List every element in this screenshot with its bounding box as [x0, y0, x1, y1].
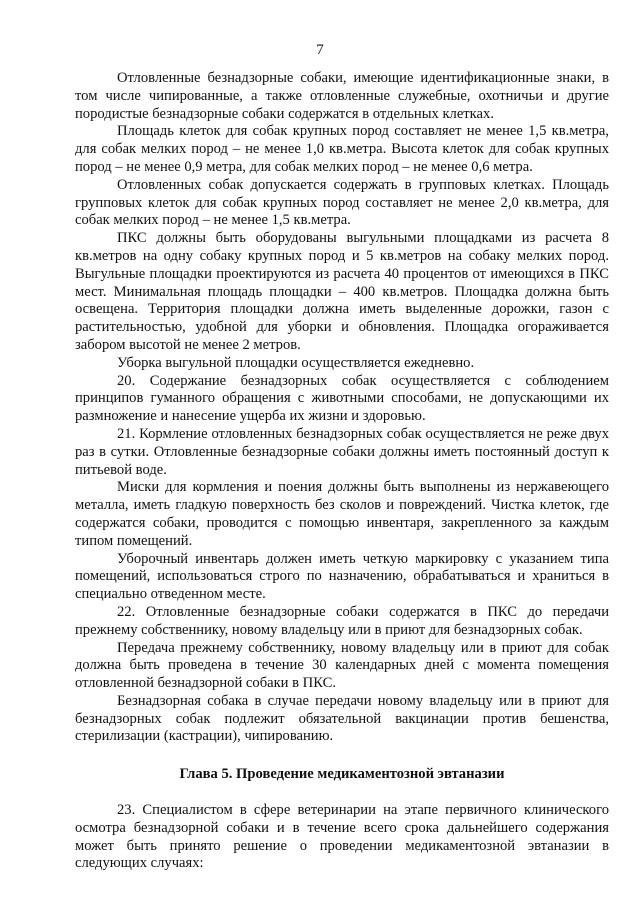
paragraph: Отловленные безнадзорные собаки, имеющие идентификационные знаки, в том числе чипированные, а также отловленные служебные, охотничьи и другие породистые безнадзорные собаки содержатся в отдельных клетках.: [75, 70, 609, 122]
paragraph: 21. Кормление отловленных безнадзорных собак осуществляется не реже двух раз в сутки. Отловленные безнадзорные собаки должны иметь постоянный доступ к питьевой воде.: [75, 425, 609, 478]
document-body: [75, 70, 609, 873]
paragraph: Уборочный инвентарь должен иметь четкую маркировку с указанием типа помещений, использоваться строго по назначению, обрабатываться и храниться в специально отведенном месте.: [75, 550, 609, 603]
paragraph: 23. Специалистом в сфере ветеринарии на этапе первичного клинического осмотра безнадзорной собаки и в течение всего срока дальнейшего содержания может быть принято решение о проведении медикаментозной эвтаназии в следующих случаях:: [75, 802, 609, 872]
paragraph: 20. Содержание безнадзорных собак осуществляется с соблюдением принципов гуманного обращения с животными способами, не допускающими их размножение и нанесение ущерба их жизни и здоровью.: [75, 372, 609, 425]
paragraph: Передача прежнему собственнику, новому владельцу или в приют для собак должна быть проведена в течение 30 календарных дней с момента помещения отловленной безнадзорной собаки в ПКС.: [75, 639, 609, 692]
paragraph: Уборка выгульной площадки осуществляется ежедневно.: [117, 354, 475, 371]
paragraph: Отловленных собак допускается содержать в групповых клетках. Площадь групповых клеток для собак крупных пород составляет не менее 2,0 кв.метра, для собак мелких пород – не менее 1,5 кв.метра.: [75, 176, 609, 229]
paragraph: Миски для кормления и поения должны быть выполнены из нержавеющего металла, иметь гладкую поверхность без сколов и повреждений. Чистка клеток, где содержатся собаки, проводится с помощью инвентаря, закрепленного за каждым типом помещений.: [75, 479, 609, 549]
paragraph: 22. Отловленные безнадзорные собаки содержатся в ПКС до передачи прежнему собственнику, новому владельцу или в приют для безнадзорных собак.: [75, 603, 609, 638]
paragraph: Безнадзорная собака в случае передачи новому владельцу или в приют для безнадзорных собак подлежит обязательной вакцинации против бешенства, стерилизации (кастрации), чипированию.: [75, 692, 609, 745]
page-number: 7: [316, 42, 324, 58]
paragraph: Площадь клеток для собак крупных пород составляет не менее 1,5 кв.метра, для собак мелких пород – не менее 1,0 кв.метра. Высота клеток для собак крупных пород – не менее 0,9 метра, для собак мелких пород – не менее 0,6 метра.: [75, 123, 609, 175]
paragraph: ПКС должны быть оборудованы выгульными площадками из расчета 8 кв.метров на одну собаку крупных пород и 5 кв.метров на собаку мелких пород. Выгульные площадки проектируются из расчета 40 процентов от имеющихся в ПКС мест. Минимальная площадь площадки – 400 кв.метров. Площадка должна быть освещена. Территория площадки должна иметь выделенные дорожки, газон с растительностью, удобной для уборки и обновления. Площадка огораживается забором высотой не менее 2 метров.: [75, 230, 609, 353]
chapter-heading: Глава 5. Проведение медикаментозной эвтаназии: [179, 766, 505, 783]
